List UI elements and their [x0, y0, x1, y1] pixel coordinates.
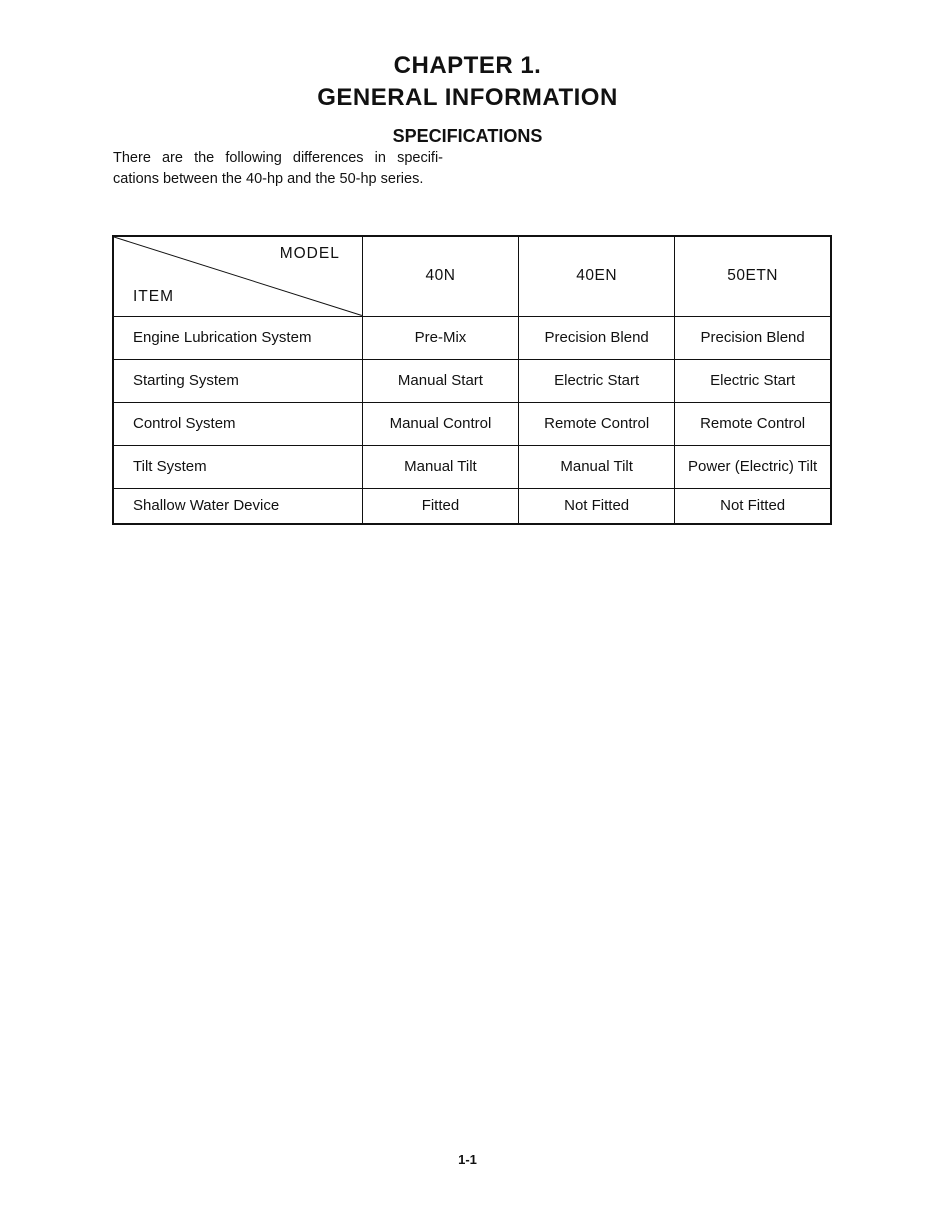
page-number: 1-1 [458, 1152, 477, 1167]
intro-paragraph: There are the following differences in specifi-cations between the 40-hp and the 50-hp series. [113, 150, 443, 187]
row-value: Precision Blend [519, 316, 675, 359]
item-label: ITEM [133, 287, 175, 305]
row-item-label: Tilt System [113, 445, 362, 488]
row-item-label: Shallow Water Device [113, 488, 362, 524]
table-header-row [113, 236, 831, 316]
row-value: Not Fitted [675, 488, 831, 524]
row-value: Manual Tilt [519, 445, 675, 488]
row-value: Remote Control [519, 402, 675, 445]
row-value: Manual Control [362, 402, 518, 445]
row-value: Manual Start [362, 359, 518, 402]
model-header-40en: 40EN [519, 236, 675, 316]
table-row [113, 445, 831, 488]
table-row [113, 359, 831, 402]
row-value: Remote Control [675, 402, 831, 445]
row-value: Pre-Mix [362, 316, 518, 359]
corner-header-cell [113, 236, 362, 316]
specifications-table [112, 235, 832, 525]
chapter-number: CHAPTER 1. [393, 52, 542, 79]
row-item-label: Engine Lubrication System [113, 316, 362, 359]
model-header-40n: 40N [362, 236, 518, 316]
row-value: Not Fitted [519, 488, 675, 524]
model-header-50etn: 50ETN [675, 236, 831, 316]
table-row [113, 488, 831, 524]
section-heading: SPECIFICATIONS [392, 126, 543, 146]
row-value: Fitted [362, 488, 518, 524]
row-value: Power (Electric) Tilt [675, 445, 831, 488]
model-label: MODEL [279, 245, 340, 262]
table-row [113, 316, 831, 359]
row-value: Precision Blend [675, 316, 831, 359]
chapter-title: GENERAL INFORMATION [317, 84, 618, 111]
row-item-label: Control System [113, 402, 362, 445]
row-value: Manual Tilt [362, 445, 518, 488]
table-row [113, 402, 831, 445]
row-value: Electric Start [675, 359, 831, 402]
row-value: Electric Start [519, 359, 675, 402]
row-item-label: Starting System [113, 359, 362, 402]
